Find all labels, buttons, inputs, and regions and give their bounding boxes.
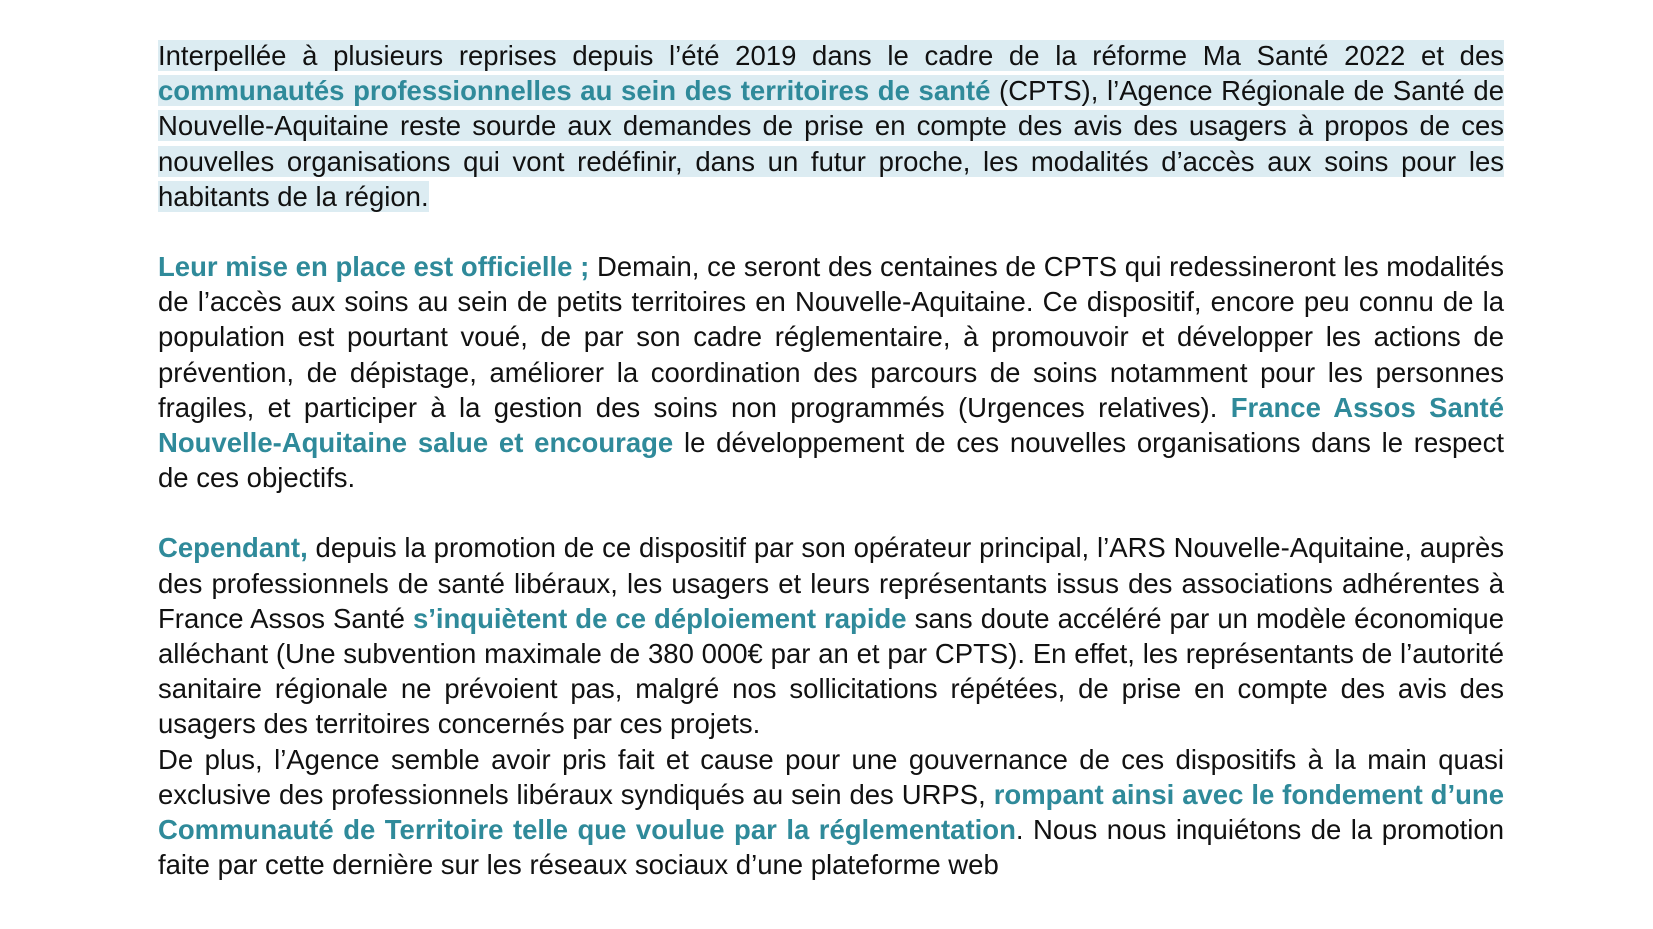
- official-text-2: le développement de ces nouvelles organisations dans le respect de ces objectifs.: [158, 427, 1504, 494]
- emphasis-official: Leur mise en place est officielle ;: [158, 251, 590, 283]
- paragraph-spacer: [158, 214, 1504, 249]
- paragraph-moreover: [158, 742, 1504, 883]
- official-text-1: Demain, ce seront des centaines de CPTS qui redessineront les modalités de l’accès aux soins au sein de petits territoires en Nouvelle-Aquitaine. Ce dispositif, encore peu connu de la population est pourtant voué, de par son cadre réglementaire, à promouvoir et développer les actions de prévention, de dépistage, améliorer la coordination des parcours de soins notamment pour les personnes fragiles, et participer à la gestion des soins non programmés (Urgences relatives).: [158, 251, 1504, 423]
- emphasis-cependant: Cependant,: [158, 532, 308, 564]
- moreover-text-2: . Nous nous inquiétons de la promotion faite par cette dernière sur les réseaux sociaux d’une plateforme web: [158, 814, 1504, 881]
- intro-text-1: Interpellée à plusieurs reprises depuis l’été 2019 dans le cadre de la réforme Ma Santé 2022 et des: [158, 40, 1504, 71]
- paragraph-official: [158, 249, 1504, 495]
- highlighted-passage: [158, 40, 1504, 212]
- document-page: [158, 38, 1504, 882]
- emphasis-salue: France Assos Santé Nouvelle-Aquitaine salue et encourage: [158, 391, 1504, 459]
- paragraph-however: [158, 530, 1504, 741]
- moreover-text-1: De plus, l’Agence semble avoir pris fait et cause pour une gouvernance de ces dispositifs à la main quasi exclusive des professionnels libéraux syndiqués au sein des URPS,: [158, 743, 1504, 810]
- intro-text-2: (CPTS), l’Agence Régionale de Santé de Nouvelle-Aquitaine reste sourde aux demandes de prise en compte des avis des usagers à propos de ces nouvelles organisations qui vont redéfinir, dans un futur proche, les modalités d’accès aux soins pour les habitants de la région.: [158, 75, 1504, 212]
- however-text-2: sans doute accéléré par un modèle économique alléchant (Une subvention maximale de 380 000€ par an et par CPTS). En effet, les représentants de l’autorité sanitaire régionale ne prévoient pas, malgré nos sollicitations répétées, de prise en compte des avis des usagers des territoires concernés par ces projets.: [158, 602, 1505, 740]
- paragraph-intro: [158, 38, 1504, 214]
- emphasis-inquietent: s’inquiètent de ce déploiement rapide: [412, 602, 907, 634]
- emphasis-rompant: rompant ainsi avec le fondement d’une Communauté de Territoire telle que voulue par la réglementation: [158, 778, 1504, 846]
- paragraph-spacer: [158, 495, 1504, 530]
- emphasis-cpts: communautés professionnelles au sein des territoires de santé: [158, 75, 991, 107]
- however-text-1: depuis la promotion de ce dispositif par son opérateur principal, l’ARS Nouvelle-Aquitaine, auprès des professionnels de santé libéraux, les usagers et leurs représentants issus des associations adhérentes à France Assos Santé: [158, 532, 1504, 634]
